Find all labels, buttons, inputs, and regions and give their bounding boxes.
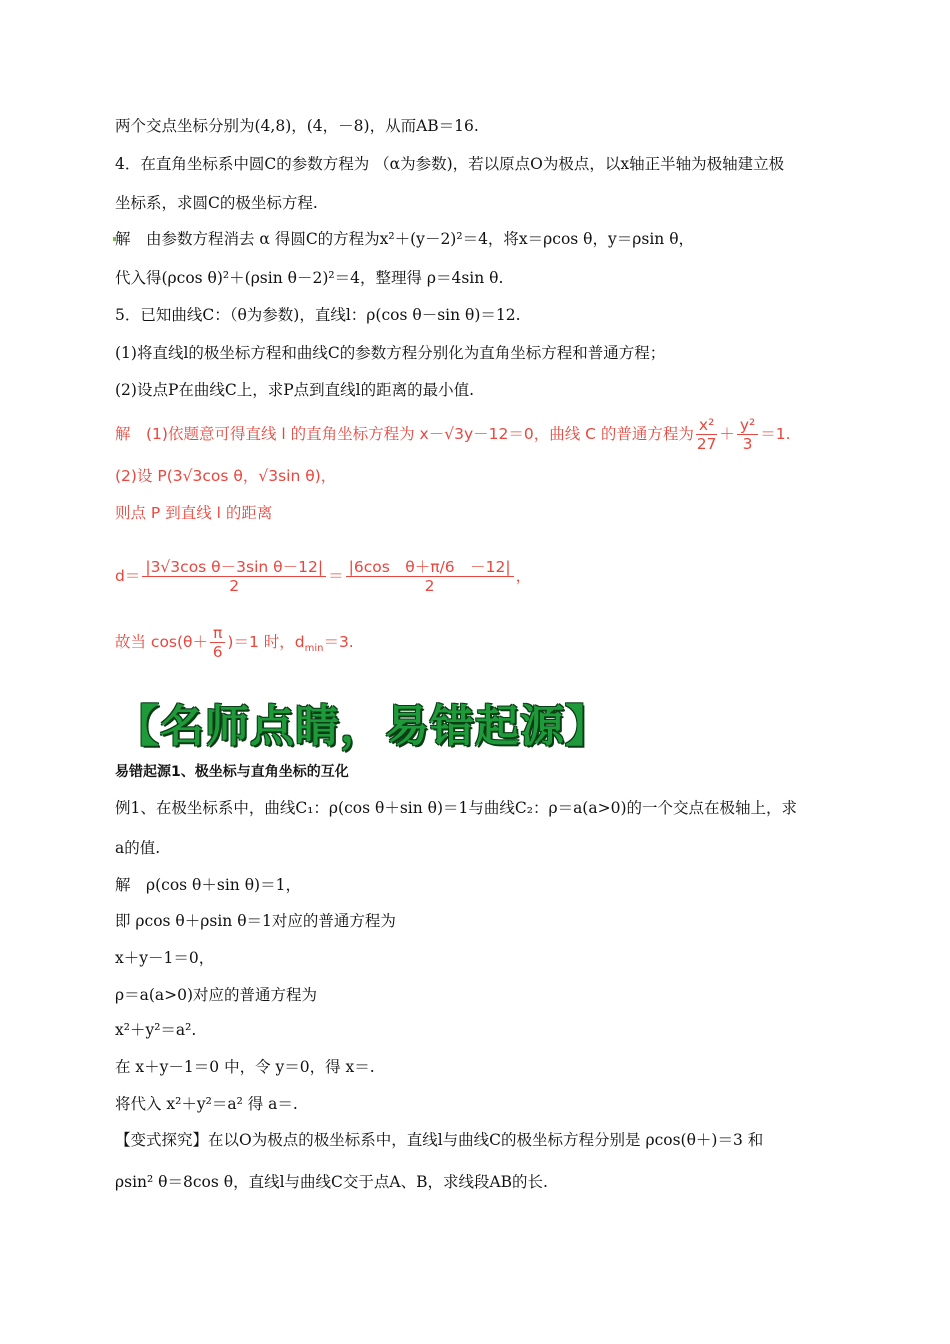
solution-4a: 解 由参数方程消去 α 得圆C的方程为x²＋(y－2)²＝4，将x＝ρcos θ，y＝ρsin θ， xyxy=(115,230,695,248)
section-heading: 易错起源1、极坐标与直角坐标的互化 xyxy=(115,764,349,780)
text-line: ρsin² θ＝8cos θ，直线l与曲线C交于点A、B，求线段AB的长. xyxy=(115,1173,548,1191)
section-banner: 【名师点睛，易错起源】 xyxy=(115,701,610,752)
fraction-numerator: x² xyxy=(696,416,717,435)
problem-5-part2: (2)设点P在曲线C上，求P点到直线l的距离的最小值. xyxy=(115,381,475,399)
solution-4b: 代入得(ρcos θ)²＋(ρsin θ－2)²＝4，整理得 ρ＝4sin θ. xyxy=(115,269,504,287)
example-1: 例1、在极坐标系中，曲线C₁：ρ(cos θ＋sin θ)＝1与曲线C₂：ρ＝a(a>0)的一个交点在极轴上，求 xyxy=(115,799,797,817)
solution-5-line3: 则点 P 到直线 l 的距离 xyxy=(115,504,273,522)
fraction-denominator: 6 xyxy=(212,643,223,661)
conclusion-text: 故当 cos(θ＋ xyxy=(115,633,209,651)
equation-end: ＝1. xyxy=(760,425,791,443)
fraction-denominator: 2 xyxy=(229,577,240,595)
conclusion-text: ＝3. xyxy=(323,633,354,651)
text-line: x＋y－1＝0， xyxy=(115,949,215,967)
fraction-denominator: 2 xyxy=(424,577,435,595)
equals-sign: ＝ xyxy=(328,567,344,585)
solution-5-line1 xyxy=(115,416,791,453)
solution-5-line5 xyxy=(115,624,354,661)
text-line: 将代入 x²＋y²＝a² 得 a＝. xyxy=(115,1095,298,1113)
variant-problem: 【变式探究】在以O为极点的极坐标系中，直线l与曲线C的极坐标方程分别是 ρcos(θ＋)＝3 和 xyxy=(115,1131,764,1149)
problem-5: 5．已知曲线C：（θ为参数)，直线l：ρ(cos θ－sin θ)＝12. xyxy=(115,306,521,324)
text-line: 两个交点坐标分别为(4,8)，(4，－8)，从而AB＝16. xyxy=(115,117,479,135)
distance-label: d＝ xyxy=(115,567,141,585)
fraction-denominator: 27 xyxy=(696,435,717,453)
fraction-denominator: 3 xyxy=(742,435,753,453)
conclusion-text: )＝1 时，d xyxy=(227,633,305,651)
comma: ， xyxy=(515,567,532,585)
fraction xyxy=(696,416,717,453)
problem-4: 4．在直角坐标系中圆C的参数方程为 （α为参数)，若以原点O为极点，以x轴正半轴为极轴建立极 xyxy=(115,155,785,173)
plus-sign: ＋ xyxy=(719,425,735,443)
solution-text: 解 (1)依题意可得直线 l 的直角坐标方程为 x－√3y－12＝0，曲线 C 的普通方程为 xyxy=(115,425,694,443)
fraction xyxy=(346,558,514,595)
fraction-numerator: |6cos θ＋π/6 －12| xyxy=(346,558,514,577)
fraction xyxy=(142,558,326,595)
solution-5-line4 xyxy=(115,558,531,595)
fraction-numerator: π xyxy=(210,624,225,643)
fraction xyxy=(737,416,758,453)
text-line: 坐标系，求圆C的极坐标方程. xyxy=(115,194,318,212)
text-line: x²＋y²＝a². xyxy=(115,1021,197,1039)
fraction-numerator: y² xyxy=(737,416,758,435)
fraction xyxy=(210,624,225,661)
text-line: 在 x＋y－1＝0 中，令 y＝0，得 x＝. xyxy=(115,1058,375,1076)
text-line: a的值. xyxy=(115,839,161,857)
text-line: 即 ρcos θ＋ρsin θ＝1对应的普通方程为 xyxy=(115,912,396,930)
text-line: 解 ρ(cos θ＋sin θ)＝1， xyxy=(115,876,301,894)
problem-5-part1: (1)将直线l的极坐标方程和曲线C的参数方程分别化为直角坐标方程和普通方程； xyxy=(115,344,666,362)
solution-5-line2: (2)设 P(3√3cos θ，√3sin θ)， xyxy=(115,467,337,485)
subscript: min xyxy=(304,643,324,655)
text-line: ρ＝a(a>0)对应的普通方程为 xyxy=(115,986,318,1004)
fraction-numerator: |3√3cos θ－3sin θ－12| xyxy=(142,558,326,577)
